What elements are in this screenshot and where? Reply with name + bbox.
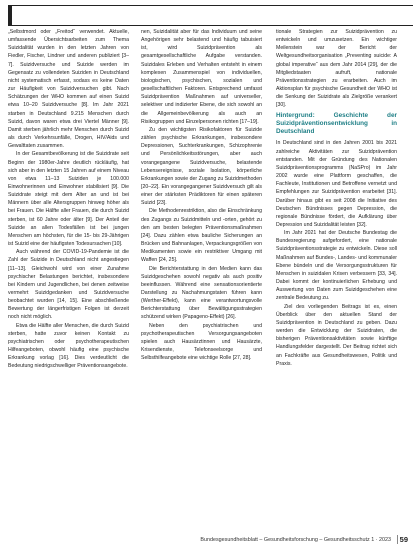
column-1 xyxy=(8,28,129,371)
paragraph: Etwa die Hälfte aller Menschen, die durch Suizid sterben, hatte zuvor keinen Kontakt zu psychiatrischen oder psychotherapeutischen Hilfeangeboten, obwohl häufig eine psychische Erkrankung vorlag [16]. Dies verdeutlicht die Bedeutung niedrigschwelliger Präventionsangebote. xyxy=(8,322,129,370)
paragraph: Auch während der COVID-19-Pandemie ist die Zahl der Suizide in Deutschland nicht angestiegen [11–13]. Gleichwohl wird von einer Zunahme psychischer Belastungen berichtet, insbesondere bei Kindern und Jugendlichen, bei denen zeitweise vermehrt Suizidgedanken und Suizidversuche beobachtet wurden [14, 15]. Eine abschließende Bewertung der längerfristigen Folgen ist derzeit noch nicht möglich. xyxy=(8,249,129,321)
paragraph: Neben den psychiatrischen und psychotherapeutischen Versorgungsangeboten spielen auch Hausärztinnen und Hausärzte, Krisendienste, Telefonseelsorge und Selbsthilfeangebote eine wichtige Rolle [27, 28]. xyxy=(141,322,262,362)
paragraph: Die Methodenrestriktion, also die Einschränkung des Zugangs zu Suizidmitteln und -orten, gehört zu den am besten belegten Präventionsmaßnahmen [24]. Dazu zählen etwa bauliche Sicherungen an Brücken und Bahnanlagen, Verpackungsgrößen von Medikamenten sowie ein restriktiver Umgang mit Waffen [24, 25]. xyxy=(141,208,262,264)
paragraph: tionale Strategien zur Suizidprävention zu entwickeln und umzusetzen. Ein wichtiger Meilenstein war der Bericht der Weltgesundheitsorganisation „Preventing suicide: A global imperative“ aus dem Jahr 2014 [29], der die Mitgliedstaaten aufruft, nationale Präventionsstrategien zu erarbeiten. Auch im Aktionsplan für psychische Gesundheit der WHO ist die Senkung der Suizidrate als Zielgröße verankert [30]. xyxy=(276,29,397,109)
section-heading: Hintergrund: Geschichte der Suizidpräventionsentwicklung in Deutschland xyxy=(276,111,397,136)
column-2 xyxy=(141,28,262,362)
footer-divider xyxy=(397,535,398,544)
paragraph: „Selbstmord oder „Freitod“ verwendet. Aktuelle, umfassende Übersichtsarbeiten zum Thema Suizidalität wurden in den letzten Jahren von Fiedler, Fischer, Lindner und anderen publiziert [3–7]. Suizidversuche und Suizide werden im Gegensatz zu vollendeten Suiziden in Deutschland nicht systematisch erfasst, sodass es keine Daten zur Häufigkeit von Suizidversuchen gibt. Nach Schätzungen der WHO kommen auf einen Suizid etwa 10–20 Suizidversuche [8]. Im Jahr 2021 starben in Deutschland 9.215 Menschen durch Suizid, davon waren etwa drei Viertel Männer [9]. Damit sterben jährlich mehr Menschen durch Suizid als durch Verkehrsunfälle, Drogen, HIV/Aids und Gewalttaten zusammen. xyxy=(8,29,129,150)
paragraph: Im Jahr 2021 hat der Deutsche Bundestag die Bundesregierung aufgefordert, eine nationale Suizidpräventionsstrategie zu entwickeln. Diese soll Maßnahmen auf Bundes-, Landes- und kommunaler Ebene bündeln und die Versorgungsstrukturen für Menschen in suizidalen Krisen verbessern [33, 34]. Dabei kommt der kontinuierlichen Erhebung und Auswertung von Daten zum Suizidgeschehen eine zentrale Bedeutung zu. xyxy=(276,230,397,302)
paragraph: Zu den wichtigsten Risikofaktoren für Suizide zählen psychische Erkrankungen, insbesondere Depressionen, Suchterkrankungen, Schizophrenie und Persönlichkeitsstörungen, aber auch vorangegangene Suizidversuche, belastende Lebensereignisse, soziale Isolation, körperliche Erkrankungen sowie der Zugang zu Suizidmethoden [20–22]. Ein vorangegangener Suizidversuch gilt als einer der stärksten Prädiktoren für einen späteren Suizid [23]. xyxy=(141,126,262,207)
paragraph: Die Berichterstattung in den Medien kann das Suizidgeschehen sowohl negativ als auch positiv beeinflussen. Während eine sensationsorientierte Darstellung zu Nachahmungstaten führen kann (Werther-Effekt), kann eine verantwortungsvolle Berichterstattung über Bewältigungsstrategien schützend wirken (Papageno-Effekt) [26]. xyxy=(141,265,262,321)
journal-citation: Bundesgesundheitsblatt – Gesundheitsforschung – Gesundheitsschutz 1 · 2023 xyxy=(200,537,391,543)
page-footer xyxy=(0,530,413,550)
paragraph: In der Gesamtbevölkerung ist die Suizidrate seit Beginn der 1980er-Jahre deutlich rückläufig, hat sich aber in den letzten 15 Jahren auf einem Niveau von etwa 11–13 Suiziden je 100.000 Einwohnerinnen und Einwohner stabilisiert [9]. Die Suizidrate steigt mit dem Alter an und ist bei Männern über alle Altersgruppen hinweg höher als bei Frauen. Die Hälfte aller Frauen, die durch Suizid sterben, ist 60 Jahre oder älter [9]. Der Anteil der Suizide an allen Todesfällen ist bei jungen Menschen am höchsten, für die 15- bis 29-Jährigen ist Suizid eine der häufigsten Todesursachen [10]. xyxy=(8,151,129,248)
page-number: 59 xyxy=(399,535,408,544)
paragraph: Ziel des vorliegenden Beitrags ist es, einen Überblick über den aktuellen Stand der Suizidprävention in Deutschland zu geben. Dazu werden die Entwicklung der Suizidraten, die bisherigen Präventionsaktivitäten sowie künftige Handlungsfelder dargestellt. Der Beitrag richtet sich an Fachkräfte aus Gesundheitswesen, Politik und Praxis. xyxy=(276,303,397,367)
header-bar xyxy=(8,5,413,26)
paragraph: In Deutschland sind in den Jahren 2001 bis 2021 zahlreiche Aktivitäten zur Suizidprävention entstanden. Mit der Gründung des Nationalen Suizidpräventionsprogramms (NaSPro) im Jahr 2002 wurde eine Plattform geschaffen, die Fachleute, Institutionen und Betroffene vernetzt und Empfehlungen zur Suizidprävention erarbeitet [31]. Darüber hinaus gibt es seit 2008 die Initiative des Deutschen Bündnisses gegen Depression, die regionale Bündnisse fördert, die Aufklärung über Depression und Suizidalität leisten [32]. xyxy=(276,140,397,229)
column-3 xyxy=(276,28,397,368)
header-bar-marker xyxy=(9,6,12,25)
paragraph: nen, Suizidalität aber für das Individuum und seine Angehörigen sehr belastend und häufig tabuisiert ist, wird Suizidprävention als gesamtgesellschaftliche Aufgabe verstanden. Suizidales Erleben und Verhalten entsteht in einem komplexen Zusammenspiel von individuellen, biologischen, psychischen, sozialen und gesellschaftlichen Faktoren. Entsprechend umfasst Suizidprävention Maßnahmen auf universeller, selektiver und indizierter Ebene, die sich sowohl an die Allgemeinbevölkerung als auch an Risikogruppen und Einzelpersonen richten [17–19]. xyxy=(141,29,262,125)
